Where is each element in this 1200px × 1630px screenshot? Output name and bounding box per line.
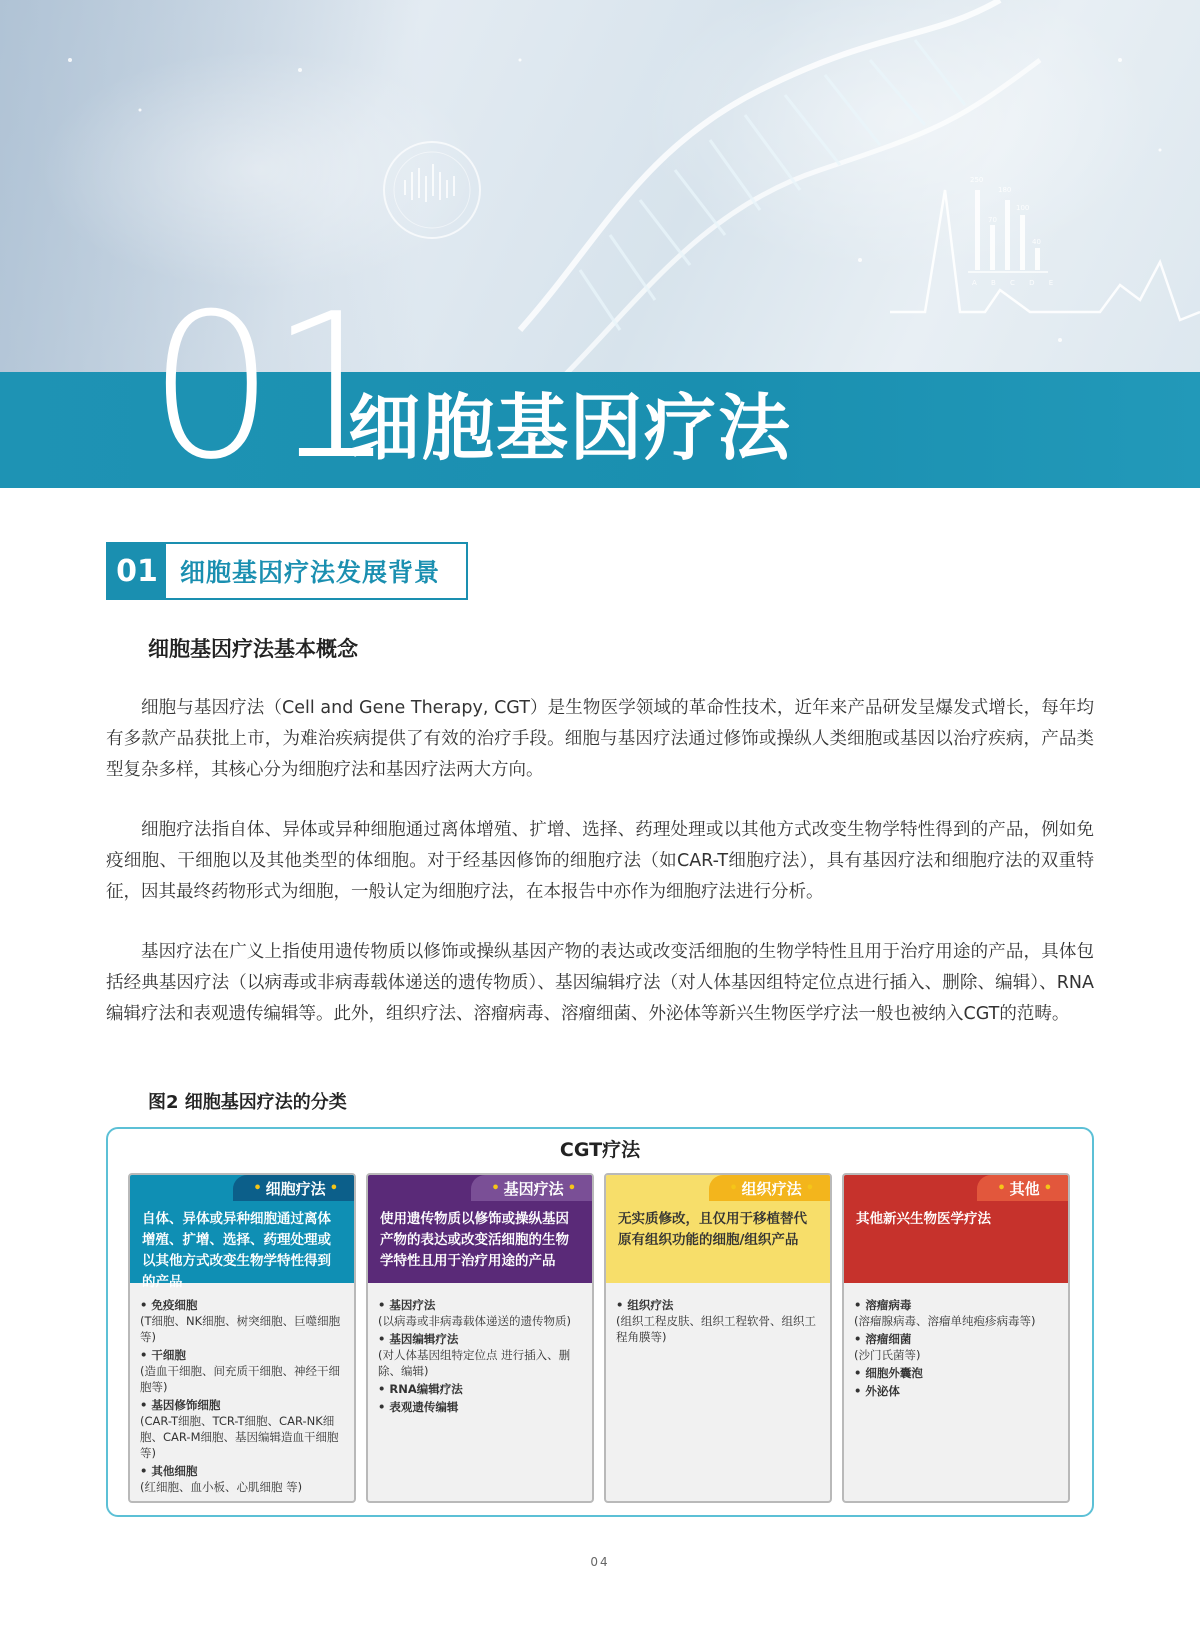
diagram-title: CGT疗法 <box>559 1139 641 1161</box>
card-label: 组织疗法 <box>741 1179 802 1198</box>
section-title: 细胞基因疗法发展背景 <box>180 558 441 587</box>
bullet-dot-icon: • <box>729 1180 738 1196</box>
list-item-title: • 免疫细胞 <box>140 1297 344 1313</box>
bullet-dot-icon: • <box>491 1180 500 1196</box>
section-number: 01 <box>108 544 166 598</box>
list-item-title: • RNA编辑疗法 <box>378 1381 582 1397</box>
card-description: 使用遗传物质以修饰或操纵基因产物的表达或改变活细胞的生物学特性且用于治疗用途的产品 <box>368 1201 592 1283</box>
cgt-classification-diagram <box>106 1127 1094 1517</box>
list-item-detail: (组织工程皮肤、组织工程软骨、组织工程角膜等) <box>616 1314 816 1344</box>
list-item-title: • 组织疗法 <box>616 1297 820 1313</box>
card-item-list <box>378 1295 582 1415</box>
figure-caption: 图2 细胞基因疗法的分类 <box>148 1092 347 1113</box>
hero-chart-tick: 180 <box>998 186 1012 194</box>
paragraph: 基因疗法在广义上指使用遗传物质以修饰或操纵基因产物的表达或改变活细胞的生物学特性且用于治疗用途的产品，具体包括经典基因疗法（以病毒或非病毒载体递送的遗传物质）、基因编辑疗法（对人体基因组特定位点进行插入、删除、编辑）、RNA编辑疗法和表观遗传编辑等。此外，组织疗法、溶瘤病毒、溶瘤细菌、外泌体等新兴生物医学疗法一般也被纳入CGT的范畴。 <box>106 942 1094 1024</box>
chapter-title: 细胞基因疗法 <box>348 386 793 470</box>
card-item-list <box>616 1295 820 1346</box>
list-item-title: • 基因编辑疗法 <box>378 1331 582 1347</box>
list-item-detail: (造血干细胞、间充质干细胞、神经干细胞等) <box>140 1364 340 1394</box>
card-tab <box>709 1175 830 1201</box>
list-item-detail: (红细胞、血小板、心肌细胞 等) <box>140 1480 303 1494</box>
card-item-list <box>854 1295 1058 1399</box>
hero-banner <box>0 0 1200 488</box>
list-item-title: • 表观遗传编辑 <box>378 1399 582 1415</box>
card-description: 自体、异体或异种细胞通过离体增殖、扩增、选择、药理处理或以其他方式改变生物学特性得到的产品 <box>130 1201 354 1283</box>
card-label: 其他 <box>1009 1179 1040 1198</box>
list-item-detail: (对人体基因组特定位点 进行插入、删除、编辑) <box>378 1348 571 1378</box>
list-item-title: • 溶瘤病毒 <box>854 1297 1058 1313</box>
paragraph: 细胞疗法指自体、异体或异种细胞通过离体增殖、扩增、选择、药理处理或以其他方式改变生物学特性得到的产品，例如免疫细胞、干细胞以及其他类型的体细胞。对于经基因修饰的细胞疗法（如CAR-T细胞疗法），具有基因疗法和细胞疗法的双重特征，因其最终药物形式为细胞，一般认定为细胞疗法，在本报告中亦作为细胞疗法进行分析。 <box>106 820 1094 902</box>
card-label: 细胞疗法 <box>265 1179 326 1198</box>
list-item-detail: (CAR-T细胞、TCR-T细胞、CAR-NK细胞、CAR-M细胞、基因编辑造血干细胞等) <box>140 1414 339 1460</box>
list-item-detail: (沙门氏菌等) <box>854 1348 921 1362</box>
category-card <box>604 1173 832 1503</box>
chapter-number: 01 <box>148 271 391 488</box>
bullet-dot-icon: • <box>997 1180 1006 1196</box>
category-card <box>366 1173 594 1503</box>
list-item-title: • 外泌体 <box>854 1383 1058 1399</box>
hero-chart-tick: 40 <box>1032 238 1041 246</box>
list-item-title: • 其他细胞 <box>140 1463 344 1479</box>
section-header <box>106 542 468 600</box>
card-tab <box>977 1175 1068 1201</box>
paragraph: 细胞与基因疗法（Cell and Gene Therapy, CGT）是生物医学领域的革命性技术，近年来产品研发呈爆发式增长，每年均有多款产品获批上市，为难治疾病提供了有效的治疗手段。细胞与基因疗法通过修饰或操纵人类细胞或基因以治疗疾病，产品类型复杂多样，其核心分为细胞疗法和基因疗法两大方向。 <box>106 698 1094 780</box>
hero-chart-tick: 100 <box>1016 204 1030 212</box>
list-item-title: • 干细胞 <box>140 1347 344 1363</box>
page-number: 04 <box>590 1555 610 1569</box>
bullet-dot-icon: • <box>805 1180 814 1196</box>
list-item-title: • 基因疗法 <box>378 1297 582 1313</box>
list-item-title: • 溶瘤细菌 <box>854 1331 1058 1347</box>
list-item-detail: (溶瘤腺病毒、溶瘤单纯疱疹病毒等) <box>854 1314 1036 1328</box>
hero-chart-tick: 250 <box>970 176 984 184</box>
category-card <box>842 1173 1070 1503</box>
card-item-list <box>140 1295 344 1496</box>
card-tab <box>471 1175 592 1201</box>
bullet-dot-icon: • <box>567 1180 576 1196</box>
bullet-dot-icon: • <box>1043 1180 1052 1196</box>
category-card <box>128 1173 356 1503</box>
list-item-title: • 细胞外囊泡 <box>854 1365 1058 1381</box>
card-description: 其他新兴生物医学疗法 <box>844 1201 1068 1283</box>
subheading: 细胞基因疗法基本概念 <box>148 637 358 661</box>
card-tab <box>233 1175 354 1201</box>
list-item-title: • 基因修饰细胞 <box>140 1397 344 1413</box>
bullet-dot-icon: • <box>253 1180 262 1196</box>
list-item-detail: (T细胞、NK细胞、树突细胞、巨噬细胞等) <box>140 1314 341 1344</box>
hero-chart-letters: A B C D E <box>972 279 1060 287</box>
list-item-detail: (以病毒或非病毒载体递送的遗传物质) <box>378 1314 571 1328</box>
bullet-dot-icon: • <box>329 1180 338 1196</box>
hero-chart-tick: 70 <box>988 216 997 224</box>
card-label: 基因疗法 <box>503 1179 564 1198</box>
card-description: 无实质修改，且仅用于移植替代原有组织功能的细胞/组织产品 <box>606 1201 830 1283</box>
